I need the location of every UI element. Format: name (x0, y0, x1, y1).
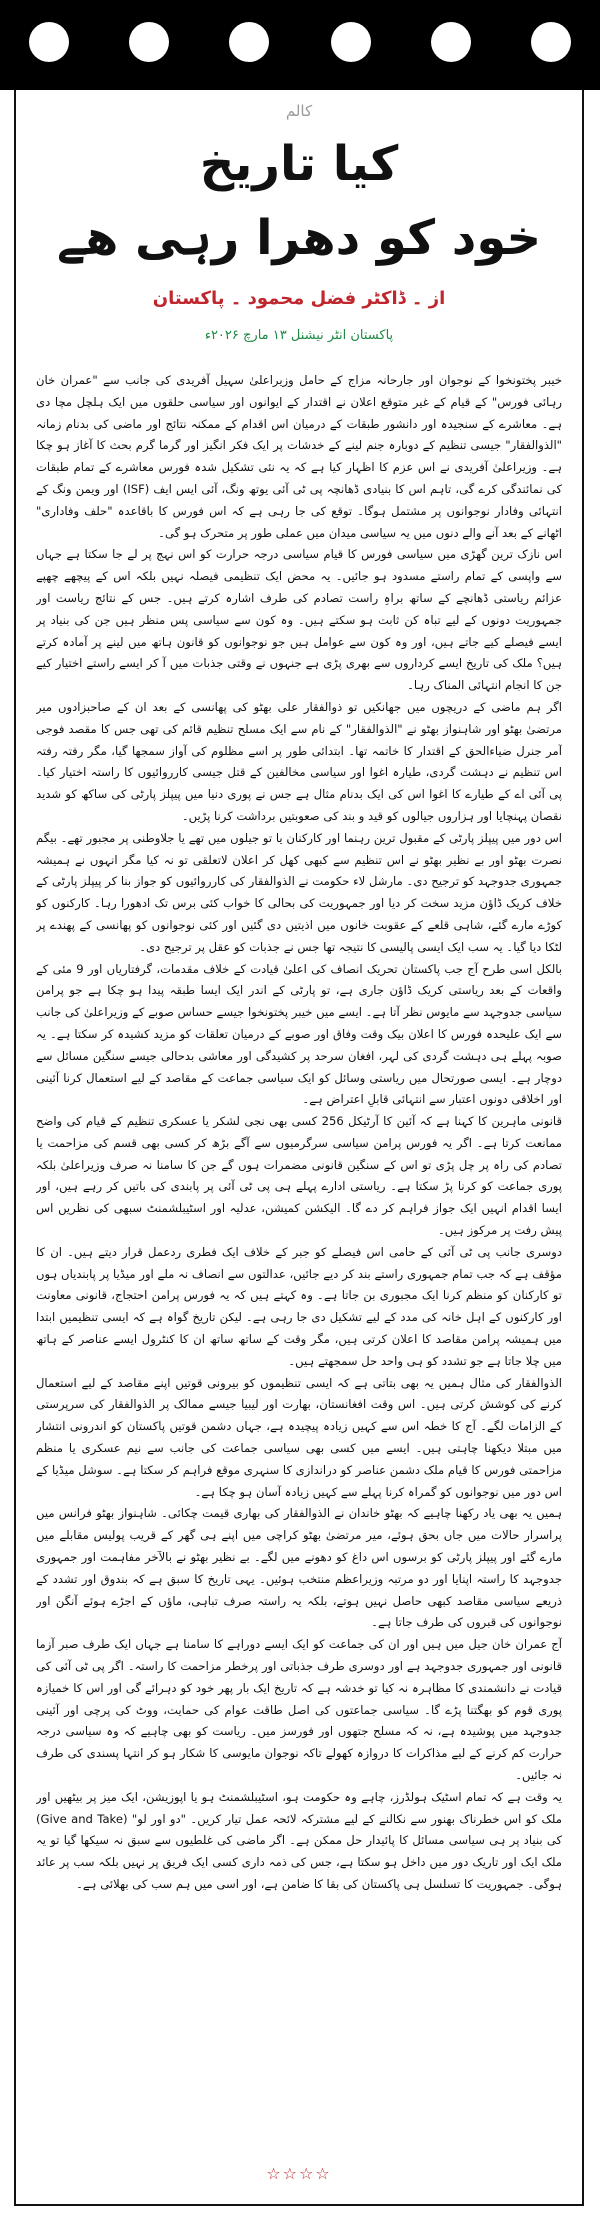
binder-ring-hole (531, 22, 571, 62)
article-paragraph: آج عمران خان جیل میں ہیں اور ان کی جماعت کو ایک ایسے دوراہے کا سامنا ہے جہاں ایک طرف صبر آزما قانونی اور جمہوری جدوجہد ہے اور دوسری طرف جذباتی اور پرخطر مزاحمت کا راستہ۔ اگر پی ٹی آئی کی قیادت نے دانشمندی کا مظاہرہ نہ کیا تو خدشہ ہے کہ تاریخ ایک بار پھر خود کو دہرائے گی اور اس کا خمیازہ پوری قوم کو بھگتنا پڑے گا۔ سیاسی جماعتوں کی اصل طاقت عوام کی حمایت، ووٹ کی پرچی اور آئینی جدوجہد میں پوشیدہ ہے، نہ کہ مسلح جتھوں اور فورسز میں۔ ریاست کو بھی چاہیے کہ وہ سیاسی درجہ حرارت کم کرنے کے لیے مذاکرات کا دروازہ کھولے تاکہ نوجوان مایوسی کا شکار ہو کر انتہا پسندی کی طرف نہ جائیں۔ (36, 1637, 562, 1782)
binder-ring-hole (129, 22, 169, 62)
column-label: کالم (285, 102, 313, 120)
article-paragraph: اگر ہم ماضی کے دریچوں میں جھانکیں تو ذوالفقار علی بھٹو کی پھانسی کے بعد ان کے صاحبزادوں میر مرتضیٰ بھٹو اور شاہنواز بھٹو نے "الذوالفقار" کے نام سے ایک مسلح تنظیم قائم کی تھی جس کا مقصد فوجی آمر جنرل ضیاءالحق کے اقتدار کا خاتمہ تھا۔ ابتدائی طور پر اسے مظلوم کی آواز سمجھا گیا، مگر رفتہ رفتہ اس تنظیم نے دہشت گردی، طیارہ اغوا اور سیاسی مخالفین کے قتل جیسی کارروائیوں کا راستہ اختیار کیا۔ پی آئی اے کے طیارے کا اغوا اس کی ایک بدنام مثال ہے جس نے پوری دنیا میں پیپلز پارٹی کی ساکھ کو شدید نقصان پہنچایا اور ہزاروں جیالوں کو قید و بند کی صعوبتیں برداشت کرنا پڑیں۔ (36, 699, 562, 823)
publication-date: پاکستان انٹر نیشنل ۱۳ مارچ ۲۰۲۶ء (204, 328, 394, 343)
author-byline: از ۔ ڈاکٹر فضل محمود ۔ پاکستان (152, 288, 446, 309)
article-paragraph: خیبر پختونخوا کے نوجوان اور جارحانہ مزاج کے حامل وزیراعلیٰ سہیل آفریدی کی جانب سے "عمران خان رہائی فورس" کے قیام کے غیر متوقع اعلان نے اقتدار کے ایوانوں اور سیاسی حلقوں میں ایک ہلچل مچا دی ہے۔ معاشرے کے سنجیدہ اور دانشور طبقات کے درمیان اس اقدام کے ممکنہ نتائج اور ماضی کی بدنام زمانہ "الذوالفقار" جیسی تنظیم کے دوبارہ جنم لینے کے خدشات پر ایک فکر انگیز اور گرما گرم بحث کا آغاز ہو چکا ہے۔ وزیراعلیٰ آفریدی نے اس عزم کا اظہار کیا ہے کہ یہ نئی تشکیل شدہ فورس معاشرے کے تمام طبقات کی نمائندگی کرے گی، تاہم اس کا بنیادی ڈھانچہ پی ٹی آئی یوتھ ونگ، آئی ایس ایف (ISF) اور ویمن ونگ کے انتہائی وفادار نوجوانوں پر مشتمل ہوگا۔ توقع کی جا رہی ہے کہ اس فورس کا باقاعدہ "حلف وفاداری" اٹھانے کے بعد آنے والے دنوں میں یہ سیاسی میدان میں عملی طور پر متحرک ہو گی۔ (36, 373, 562, 540)
end-stars-icon: ☆☆☆☆ (266, 2164, 332, 2183)
article-paragraph: ہمیں یہ بھی یاد رکھنا چاہیے کہ بھٹو خاندان نے الذوالفقار کی بھاری قیمت چکائی۔ شاہنواز بھٹو فرانس میں پراسرار حالات میں جاں بحق ہوئے، میر مرتضیٰ بھٹو کراچی میں اپنے ہی گھر کے قریب پولیس مقابلے میں مارے گئے اور پیپلز پارٹی کو برسوں اس داغ کو دھونے میں لگے۔ بے نظیر بھٹو نے بالآخر مفاہمت اور جمہوری جدوجہد کا راستہ اپنایا اور دو مرتبہ وزیراعظم منتخب ہوئیں۔ یہی تاریخ کا سبق ہے کہ بندوق اور تشدد کے ذریعے سیاسی مقاصد کبھی حاصل نہیں ہوتے، بلکہ یہ راستہ صرف تباہی، ماؤں کے اجڑے ہوئے آنگن اور نوجوانوں کی قبروں کی طرف جاتا ہے۔ (36, 1506, 562, 1630)
binder-ring-hole (331, 22, 371, 62)
binder-ring-hole (431, 22, 471, 62)
binder-top-bar (0, 0, 600, 90)
article-body (36, 370, 562, 2130)
article-title-line-1: کیا تاریخ (199, 136, 399, 192)
article-paragraph: اس دور میں پیپلز پارٹی کے مقبول ترین رہنما اور کارکنان یا تو جیلوں میں تھے یا جلاوطنی پر مجبور تھے۔ بیگم نصرت بھٹو اور بے نظیر بھٹو نے اس تنظیم سے کبھی کھل کر اعلان لاتعلقی تو نہ کیا مگر انہوں نے ہمیشہ جمہوری جدوجہد کو ترجیح دی۔ مارشل لاء حکومت نے الذوالفقار کی کارروائیوں کو جواز بنا کر پیپلز پارٹی کے خلاف کریک ڈاؤن مزید سخت کر دیا اور جمہوریت کی بحالی کا خواب کئی برس تک ادھورا رہا۔ کارکنوں کو کوڑے مارے گئے، شاہی قلعے کے عقوبت خانوں میں اذیتیں دی گئیں اور کئی نوجوانوں کو پھانسی کے پھندے پر لٹکا دیا گیا۔ یہ سب ایک ایسی پالیسی کا نتیجہ تھا جس نے جذبات کو عقل پر ترجیح دی۔ (36, 830, 562, 954)
binder-ring-hole (29, 22, 69, 62)
article-paragraph: دوسری جانب پی ٹی آئی کے حامی اس فیصلے کو جبر کے خلاف ایک فطری ردعمل قرار دیتے ہیں۔ ان کا مؤقف ہے کہ جب تمام جمہوری راستے بند کر دیے جائیں، عدالتوں سے انصاف نہ ملے اور میڈیا پر پابندیاں ہوں تو کارکنان کو منظم کرنا ایک مجبوری بن جاتا ہے۔ وہ کہتے ہیں کہ یہ فورس پرامن احتجاج، قانونی معاونت اور کارکنوں کے اہل خانہ کی مدد کے لیے تشکیل دی جا رہی ہے۔ لیکن تاریخ گواہ ہے کہ ایسی تنظیمیں ابتدا میں ہمیشہ پرامن مقاصد کا اعلان کرتی ہیں، مگر وقت کے ساتھ ساتھ ان کا کنٹرول ایسے عناصر کے ہاتھ میں چلا جاتا ہے جو تشدد کو ہی واحد حل سمجھتے ہیں۔ (36, 1244, 562, 1368)
article-paragraph: اس نازک ترین گھڑی میں سیاسی فورس کا قیام سیاسی درجہ حرارت کو اس نہج پر لے جا سکتا ہے جہاں سے واپسی کے تمام راستے مسدود ہو جائیں۔ یہ محض ایک تنظیمی فیصلہ نہیں بلکہ اس کے پیچھے چھپے عزائم ریاستی ڈھانچے کے ساتھ براہِ راست تصادم کی طرف اشارہ کرتے ہیں۔ جس کے نتائج ریاست اور جمہوریت دونوں کے لیے تباہ کن ثابت ہو سکتے ہیں۔ وہ کون سے سیاسی پس منظر ہیں جن کی بنیاد پر ایسے فیصلے کیے جاتے ہیں، اور وہ کون سے عوامل ہیں جو نوجوانوں کو قانون ہاتھ میں لینے پر آمادہ کرتے ہیں؟ ملک کی تاریخ ایسے کرداروں سے بھری پڑی ہے جنہوں نے وقتی جذبات میں آ کر ایسے راستے اختیار کیے جن کا انجام انتہائی المناک رہا۔ (36, 547, 562, 693)
article-paragraph: الذوالفقار کی مثال ہمیں یہ بھی بتاتی ہے کہ ایسی تنظیموں کو بیرونی قوتیں اپنے مقاصد کے لیے استعمال کرنے کی کوشش کرتی ہیں۔ اس وقت افغانستان، بھارت اور لیبیا جیسے ممالک پر الذوالفقار کی سرپرستی کے الزامات لگے۔ آج کا خطہ اس سے کہیں زیادہ پیچیدہ ہے، جہاں دشمن قوتیں پاکستان کو اندرونی انتشار میں مبتلا دیکھنا چاہتی ہیں۔ ایسے میں کسی بھی سیاسی جماعت کی جانب سے نیم عسکری یا منظم مزاحمتی فورس کا قیام ملک دشمن عناصر کو دراندازی کا سنہری موقع فراہم کر سکتا ہے۔ سوشل میڈیا کے اس دور میں نوجوانوں کو گمراہ کرنا پہلے سے کہیں زیادہ آسان ہو چکا ہے۔ (36, 1375, 562, 1499)
article-paragraph: قانونی ماہرین کا کہنا ہے کہ آئین کا آرٹیکل 256 کسی بھی نجی لشکر یا عسکری تنظیم کے قیام کی واضح ممانعت کرتا ہے۔ اگر یہ فورس پرامن سیاسی سرگرمیوں سے آگے بڑھ کر کسی بھی قسم کی مزاحمت یا تصادم کی راہ پر چل پڑی تو اس کے سنگین قانونی مضمرات ہوں گے جن کا سامنا نہ صرف وزیراعلیٰ بلکہ پوری جماعت کو کرنا پڑ سکتا ہے۔ ریاستی ادارے پہلے ہی پی ٹی آئی پر پابندی کی باتیں کر رہے ہیں، اور ایسا اقدام انہیں ایک جواز فراہم کر دے گا۔ الیکشن کمیشن، عدلیہ اور اسٹیبلشمنٹ سبھی کی نظریں اس پیش رفت پر مرکوز ہیں۔ (36, 1114, 562, 1238)
article-title-line-2: خود کو دھرا رہی ھے (56, 210, 542, 266)
article-paragraph: یہ وقت ہے کہ تمام اسٹیک ہولڈرز، چاہے وہ حکومت ہو، اسٹیبلشمنٹ ہو یا اپوزیشن، ایک میز پر بیٹھیں اور ملک کو اس خطرناک بھنور سے نکالنے کے لیے مشترکہ لائحہ عمل تیار کریں۔ "دو اور لو" (Give and Take) کی بنیاد پر ہی سیاسی مسائل کا پائیدار حل ممکن ہے۔ اگر ماضی کی غلطیوں سے سبق نہ سیکھا گیا تو یہ ملک ایک اور تاریک دور میں داخل ہو سکتا ہے، جس کی ذمہ داری کسی ایک فریق پر نہیں بلکہ سب پر عائد ہوگی۔ جمہوریت کا تسلسل ہی پاکستان کی بقا کا ضامن ہے، اور اسی میں ہم سب کی بھلائی ہے۔ (36, 1789, 562, 1891)
article-page (14, 90, 584, 2206)
article-paragraph: بالکل اسی طرح آج جب پاکستان تحریک انصاف کی اعلیٰ قیادت کے خلاف مقدمات، گرفتاریاں اور 9 مئی کے واقعات کے بعد ریاستی کریک ڈاؤن جاری ہے، تو پارٹی کے اندر ایک ایسا طبقہ پیدا ہو چکا ہے جو پرامن سیاسی جدوجہد سے مایوس نظر آتا ہے۔ ایسے میں خیبر پختونخوا جیسے حساس صوبے کے وزیراعلیٰ کی جانب سے ایک علیحدہ فورس کا اعلان بیک وقت وفاق اور صوبے کے درمیان تعلقات کو مزید کشیدہ کر سکتا ہے۔ یہ صوبہ پہلے ہی دہشت گردی کی لہر، افغان سرحد پر کشیدگی اور معاشی بدحالی جیسے سنگین مسائل سے دوچار ہے۔ ایسی صورتحال میں ریاستی وسائل کو ایک سیاسی جماعت کے مقاصد کے لیے استعمال کرنا آئینی اور اخلاقی دونوں اعتبار سے انتہائی قابلِ اعتراض ہے۔ (36, 961, 562, 1107)
binder-ring-hole (229, 22, 269, 62)
